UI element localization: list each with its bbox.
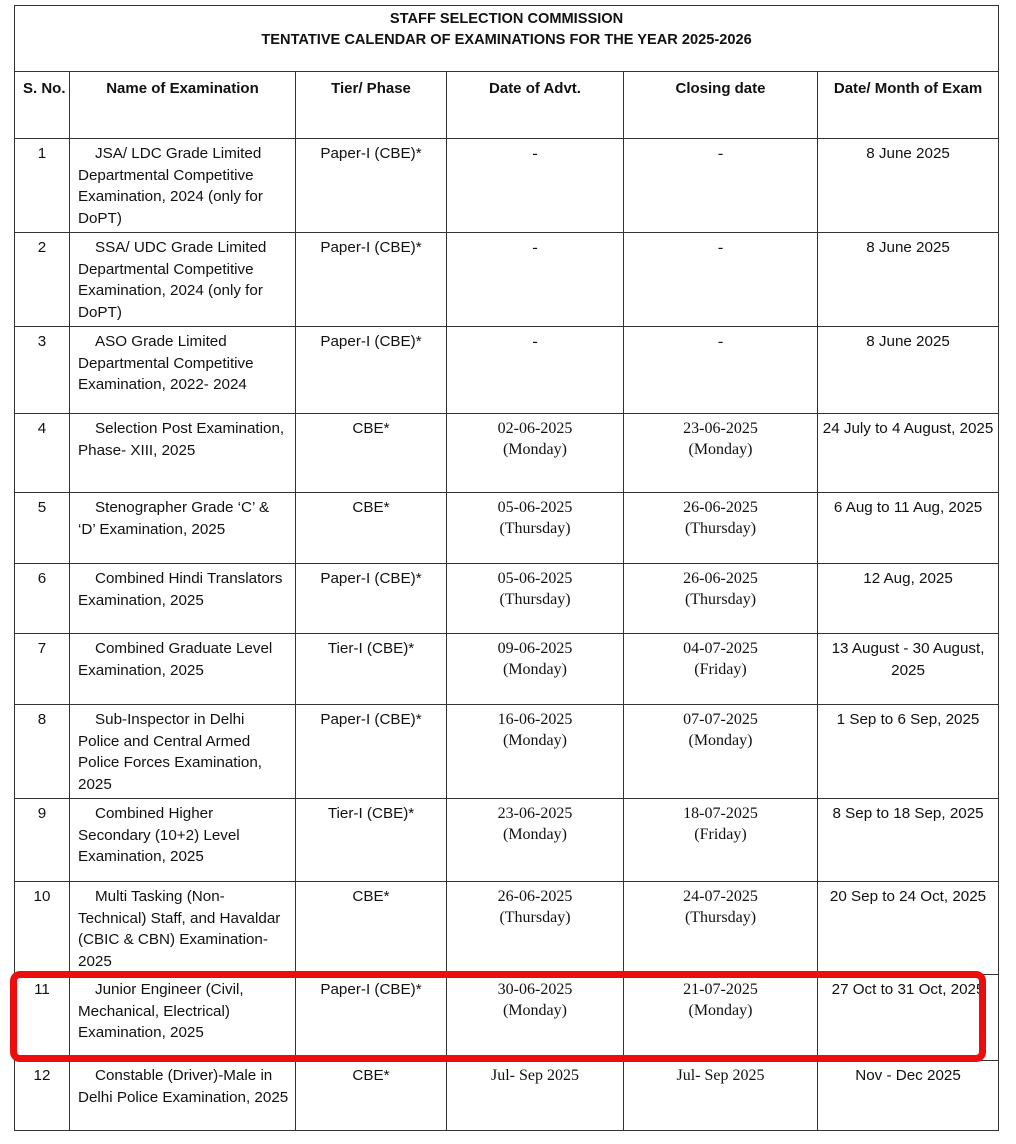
- tier-phase: [296, 1061, 447, 1131]
- table-row: [15, 882, 999, 975]
- serial-number: [15, 139, 70, 233]
- tier-phase: [296, 233, 447, 327]
- exam-name-rest: in Delhi Police Examination, 2025: [78, 1067, 289, 1106]
- exam-name-rest: Translators Examination, 2025: [78, 570, 283, 609]
- exam-date: [818, 493, 999, 564]
- advt-day-text: (Monday): [503, 826, 567, 843]
- advt-date: [447, 414, 624, 493]
- exam-date: [818, 139, 999, 233]
- tier-phase-text: Paper-I (CBE)*: [320, 145, 422, 162]
- table-row: [15, 975, 999, 1061]
- exam-date: [818, 799, 999, 882]
- closing-date-text: -: [717, 239, 724, 256]
- advt-day-text: (Thursday): [499, 909, 571, 926]
- serial-number-text: 9: [37, 805, 47, 822]
- closing-day-text: (Thursday): [684, 909, 757, 926]
- advt-date: [447, 1061, 624, 1131]
- serial-number: [15, 634, 70, 705]
- col-header-name: Name of Examination: [70, 72, 296, 139]
- closing-date: [624, 705, 818, 799]
- table-row: [15, 233, 999, 327]
- title-line-1: STAFF SELECTION COMMISSION: [389, 11, 624, 27]
- exam-name-rest: Examination, Phase- XIII, 2025: [78, 420, 285, 459]
- closing-date: [624, 564, 818, 634]
- exam-name-first-line: Multi Tasking (Non-: [95, 888, 225, 905]
- advt-date-text: 02-06-2025: [497, 420, 573, 437]
- advt-date-text: 05-06-2025: [497, 570, 573, 587]
- serial-number-text: 4: [37, 420, 47, 437]
- exam-name: [70, 705, 296, 799]
- exam-name-first-line: Selection Post: [95, 420, 193, 437]
- closing-date: [624, 634, 818, 705]
- closing-date: [624, 139, 818, 233]
- serial-number-text: 11: [34, 981, 50, 998]
- tier-phase: [296, 414, 447, 493]
- table-row: [15, 139, 999, 233]
- serial-number: [15, 414, 70, 493]
- document-title: [15, 6, 999, 72]
- exam-name: [70, 882, 296, 975]
- table-row: [15, 705, 999, 799]
- advt-day-text: (Monday): [503, 732, 567, 749]
- title-line-2: TENTATIVE CALENDAR OF EXAMINATIONS FOR THE YEAR 2025-2026: [261, 32, 752, 48]
- exam-date: [818, 634, 999, 705]
- exam-name-first-line: Stenographer Grade ‘C’ &: [95, 499, 270, 516]
- advt-date: [447, 233, 624, 327]
- closing-date-text: -: [717, 145, 724, 162]
- serial-number-text: 1: [37, 145, 47, 162]
- closing-date: [624, 493, 818, 564]
- advt-date-text: 09-06-2025: [497, 640, 573, 657]
- advt-date: [447, 139, 624, 233]
- serial-number-text: 10: [33, 888, 51, 905]
- tier-phase: [296, 564, 447, 634]
- exam-date-text: 24 July to 4 August, 2025: [822, 420, 994, 437]
- exam-date-text: 8 June 2025: [866, 145, 950, 162]
- closing-date-text: 21-07-2025: [683, 981, 758, 998]
- serial-number-text: 2: [37, 239, 47, 256]
- closing-day-text: (Friday): [694, 826, 747, 843]
- exam-date: [818, 975, 999, 1061]
- advt-day-text: (Monday): [503, 1002, 567, 1019]
- closing-day-text: (Thursday): [684, 520, 757, 537]
- exam-name-rest: Technical) Staff, and Havaldar (CBIC & CBN) Examination-2025: [78, 909, 281, 970]
- advt-date: [447, 493, 624, 564]
- exam-name-first-line: ASO Grade Limited: [95, 333, 227, 350]
- table-row: [15, 493, 999, 564]
- col-header-closing: Closing date: [624, 72, 818, 139]
- tier-phase-text: Tier-I (CBE)*: [327, 805, 415, 822]
- exam-date-text: 13 August - 30 August, 2025: [831, 640, 985, 679]
- serial-number: [15, 327, 70, 414]
- exam-date-text: Nov - Dec 2025: [855, 1067, 961, 1084]
- closing-date: [624, 882, 818, 975]
- column-header-row: [15, 72, 999, 139]
- exam-date-text: 12 Aug, 2025: [863, 570, 953, 587]
- exam-name: [70, 799, 296, 882]
- table-row: [15, 634, 999, 705]
- col-header-exam-date: Date/ Month of Exam: [818, 72, 999, 139]
- exam-date: [818, 414, 999, 493]
- exam-date-text: 8 Sep to 18 Sep, 2025: [832, 805, 984, 822]
- table-row: [15, 327, 999, 414]
- table-row: [15, 564, 999, 634]
- closing-day-text: (Thursday): [684, 591, 757, 608]
- closing-date-text: 07-07-2025: [683, 711, 758, 728]
- col-header-advt: Date of Advt.: [447, 72, 624, 139]
- tier-phase-text: CBE*: [352, 499, 390, 516]
- exam-name-rest: Police and Central Armed Police Forces Examination, 2025: [78, 732, 263, 793]
- exam-date-text: 1 Sep to 6 Sep, 2025: [836, 711, 980, 728]
- advt-date: [447, 705, 624, 799]
- closing-date-text: -: [717, 333, 724, 350]
- exam-name: [70, 975, 296, 1061]
- exam-date: [818, 882, 999, 975]
- advt-date-text: -: [532, 333, 538, 350]
- closing-day-text: (Monday): [688, 732, 753, 749]
- exam-name-first-line: Sub-Inspector in Delhi: [95, 711, 245, 728]
- serial-number: [15, 1061, 70, 1131]
- exam-date-text: 8 June 2025: [866, 333, 950, 350]
- exam-date: [818, 705, 999, 799]
- serial-number-text: 3: [37, 333, 47, 350]
- tier-phase: [296, 799, 447, 882]
- exam-name: [70, 564, 296, 634]
- tier-phase-text: Paper-I (CBE)*: [320, 239, 422, 256]
- exam-date: [818, 233, 999, 327]
- advt-date-text: 26-06-2025: [497, 888, 573, 905]
- serial-number: [15, 799, 70, 882]
- advt-day-text: (Thursday): [499, 591, 571, 608]
- closing-date-text: Jul- Sep 2025: [676, 1067, 765, 1084]
- exam-calendar-document: [14, 5, 998, 1131]
- advt-date: [447, 975, 624, 1061]
- advt-date: [447, 882, 624, 975]
- advt-day-text: (Thursday): [499, 520, 571, 537]
- closing-date: [624, 414, 818, 493]
- exam-name: [70, 233, 296, 327]
- advt-date-text: 05-06-2025: [497, 499, 573, 516]
- serial-number-text: 6: [37, 570, 47, 587]
- exam-name-rest: Departmental Competitive Examination, 2024 (only for DoPT): [78, 166, 263, 227]
- exam-name-first-line: Combined Graduate Level: [95, 640, 273, 657]
- tier-phase: [296, 882, 447, 975]
- exam-name-first-line: Constable (Driver)-Male: [95, 1067, 257, 1084]
- closing-date: [624, 327, 818, 414]
- exam-date: [818, 327, 999, 414]
- exam-name-rest: Mechanical, Electrical) Examination, 2025: [78, 1002, 230, 1042]
- exam-name: [70, 327, 296, 414]
- closing-day-text: (Friday): [694, 661, 747, 678]
- tier-phase: [296, 705, 447, 799]
- col-header-tier: Tier/ Phase: [296, 72, 447, 139]
- serial-number: [15, 564, 70, 634]
- exam-date: [818, 564, 999, 634]
- advt-date: [447, 799, 624, 882]
- exam-name-first-line: Combined Hindi: [95, 570, 204, 587]
- closing-date: [624, 799, 818, 882]
- tier-phase-text: Paper-I (CBE)*: [320, 981, 422, 998]
- advt-date-text: 23-06-2025: [497, 805, 573, 822]
- serial-number-text: 8: [37, 711, 47, 728]
- tier-phase: [296, 139, 447, 233]
- advt-date-text: 16-06-2025: [497, 711, 573, 728]
- closing-date: [624, 233, 818, 327]
- serial-number-text: 12: [33, 1067, 51, 1084]
- tier-phase-text: CBE*: [352, 888, 390, 905]
- advt-date-text: 30-06-2025: [497, 981, 573, 998]
- title-row: [15, 6, 999, 72]
- tier-phase: [296, 493, 447, 564]
- tier-phase-text: CBE*: [352, 420, 390, 437]
- exam-name-rest: Departmental Competitive Examination, 2024 (only for DoPT): [78, 260, 263, 321]
- closing-date: [624, 1061, 818, 1131]
- serial-number-text: 5: [37, 499, 47, 516]
- exam-name-rest: Examination, 2025: [78, 661, 204, 679]
- exam-name-first-line: JSA/ LDC Grade Limited: [95, 145, 262, 162]
- advt-date-text: -: [532, 145, 538, 162]
- serial-number: [15, 705, 70, 799]
- advt-day-text: (Monday): [503, 441, 567, 458]
- closing-date-text: 26-06-2025: [683, 499, 758, 516]
- table-row: [15, 1061, 999, 1131]
- exam-name: [70, 1061, 296, 1131]
- table-body: [15, 139, 999, 1131]
- exam-name-first-line: Junior Engineer (Civil,: [95, 981, 244, 998]
- closing-date-text: 18-07-2025: [683, 805, 758, 822]
- exam-name: [70, 414, 296, 493]
- exam-name: [70, 493, 296, 564]
- closing-date-text: 04-07-2025: [683, 640, 758, 657]
- advt-date-text: -: [532, 239, 538, 256]
- exam-date-text: 27 Oct to 31 Oct, 2025: [831, 981, 985, 998]
- tier-phase-text: Tier-I (CBE)*: [327, 640, 415, 657]
- tier-phase-text: Paper-I (CBE)*: [320, 711, 422, 728]
- exam-name-rest: Departmental Competitive Examination, 2022- 2024: [78, 354, 254, 394]
- closing-day-text: (Monday): [688, 1002, 753, 1019]
- closing-date-text: 23-06-2025: [683, 420, 758, 437]
- tier-phase: [296, 327, 447, 414]
- serial-number: [15, 882, 70, 975]
- closing-date: [624, 975, 818, 1061]
- advt-date: [447, 327, 624, 414]
- serial-number: [15, 975, 70, 1061]
- tier-phase: [296, 975, 447, 1061]
- serial-number-text: 7: [37, 640, 47, 657]
- advt-date: [447, 564, 624, 634]
- exam-name-rest: ‘D’ Examination, 2025: [78, 520, 226, 538]
- advt-day-text: (Monday): [503, 661, 567, 678]
- table-row: [15, 414, 999, 493]
- closing-date-text: 26-06-2025: [683, 570, 758, 587]
- exam-date: [818, 1061, 999, 1131]
- exam-date-text: 20 Sep to 24 Oct, 2025: [829, 888, 987, 905]
- exam-name-rest: Secondary (10+2) Level Examination, 2025: [78, 826, 240, 866]
- exam-name-first-line: SSA/ UDC Grade Limited: [95, 239, 267, 256]
- tier-phase-text: Paper-I (CBE)*: [320, 570, 422, 587]
- exam-name: [70, 634, 296, 705]
- serial-number: [15, 493, 70, 564]
- exam-name-first-line: Combined Higher: [95, 805, 214, 822]
- col-header-sno: S. No.: [15, 72, 70, 139]
- tier-phase-text: CBE*: [352, 1067, 390, 1084]
- tier-phase-text: Paper-I (CBE)*: [320, 333, 422, 350]
- exam-calendar-table: [14, 5, 999, 1131]
- exam-date-text: 8 June 2025: [866, 239, 950, 256]
- advt-date-text: Jul- Sep 2025: [491, 1067, 579, 1084]
- closing-date-text: 24-07-2025: [683, 888, 758, 905]
- table-row: [15, 799, 999, 882]
- advt-date: [447, 634, 624, 705]
- exam-date-text: 6 Aug to 11 Aug, 2025: [833, 499, 983, 516]
- exam-name: [70, 139, 296, 233]
- serial-number: [15, 233, 70, 327]
- closing-day-text: (Monday): [688, 441, 753, 458]
- tier-phase: [296, 634, 447, 705]
